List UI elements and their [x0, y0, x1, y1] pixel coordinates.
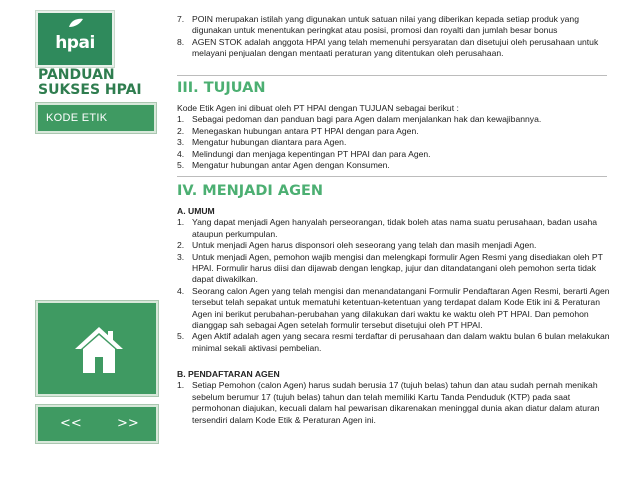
list-item: 2. Menegaskan hubungan antara PT HPAI dengan para Agen.	[177, 125, 419, 136]
hpai-logo	[36, 11, 114, 67]
brand-line-1: PANDUAN	[38, 67, 115, 83]
divider	[177, 75, 607, 76]
prev-page-button[interactable]: <<	[60, 416, 82, 431]
subheading-pendaftaran: B. PENDAFTARAN AGEN	[177, 369, 280, 379]
section-heading-tujuan: III. TUJUAN	[177, 80, 266, 96]
tujuan-intro: Kode Etik Agen ini dibuat oleh PT HPAI dengan TUJUAN sebagai berikut :	[177, 103, 459, 113]
subheading-umum: A. UMUM	[177, 206, 215, 216]
list-item: 2. Untuk menjadi Agen harus disponsori oleh seseorang yang telah dan masih menjadi Agen.	[177, 240, 537, 251]
leaf-icon	[68, 18, 84, 28]
list-item: 1. Sebagai pedoman dan panduan bagi para Agen dalam menjalankan hak dan kewajibannya.	[177, 114, 542, 125]
logo-text: hpai	[55, 33, 95, 53]
list-item: 3. Mengatur hubungan diantara para Agen.	[177, 137, 347, 148]
top-list	[177, 14, 617, 60]
list-item: 8. AGEN STOK adalah anggota HPAI yang telah memenuhi persyaratan dan disetujui oleh perusahaan untuk melayani penjualan dengan mentaati peraturan yang ditentukan oleh perusahaan.	[177, 36, 599, 59]
list-item: 5. Mengatur hubungan antar Agen dengan Konsumen.	[177, 160, 390, 171]
tujuan-section	[177, 103, 617, 171]
umum-section	[177, 206, 617, 354]
list-item: 7. POIN merupakan istilah yang digunakan untuk satuan nilai yang diberikan kepada setiap produk yang digunakan untuk menentukan peringkat atau posisi, promosi dan royalti dan jumlah besar bonus	[177, 14, 579, 36]
divider	[177, 176, 607, 177]
list-item: 5. Agen Aktif adalah agen yang secara resmi terdaftar di perusahaan dan dalam waktu bulan 6 bulan melakukan minimal sekali aktivasi pembelian.	[177, 331, 610, 353]
next-page-button[interactable]: >>	[117, 416, 139, 431]
brand-line-2: SUKSES HPAI	[38, 82, 142, 98]
list-item: 1. Yang dapat menjadi Agen hanyalah perseorangan, tidak boleh atas nama suatu perusahaan, badan usaha ataupun perkumpulan.	[177, 217, 598, 239]
home-icon	[73, 325, 125, 375]
list-item: 4. Seorang calon Agen yang telah mengisi dan menandatangani Formulir Pendaftaran Agen Resmi, berarti Agen tersebut telah sepakat untuk mematuhi ketentuan-ketentuan yang terdapat dalam Kode Etik ini & Peraturan Agen ini berikut perubahan-perubahan yang dilakukan dari waktu ke waktu oleh PT HPAI. Dan pemohon dianggap sah sebagai Agen setelah formulir tersebut disetujui oleh PT HPAI.	[177, 285, 610, 331]
pendaftaran-section	[177, 369, 617, 426]
list-item: 4. Melindungi dan menjaga kepentingan PT HPAI dan para Agen.	[177, 148, 431, 159]
section-heading-menjadi-agen: IV. MENJADI AGEN	[177, 183, 324, 199]
list-item: 1. Setiap Pemohon (calon Agen) harus sudah berusia 17 (tujuh belas) tahun dan atau sudah pernah menikah sebelum berumur 17 (tujuh belas) tahun dan telah memiliki Kartu Tanda Penduduk (KTP) pada saat permohonan diajukan, kecuali dalam hal pewarisan dikarenakan meninggal dunia akan diatur dalam aturan tersendiri dalam Kode Etik & Peraturan Agen ini.	[177, 380, 600, 425]
brand-title	[38, 68, 158, 98]
kode-etik-button[interactable]: KODE ETIK	[36, 103, 156, 133]
list-item: 3. Untuk menjadi Agen, pemohon wajib mengisi dan melengkapi formulir Agen Resmi yang disediakan oleh PT HPAI. Formulir harus diisi dan dijawab dengan lengkap, jujur dan ditandatangani oleh pemohon serta tidak dapat diwakilkan.	[177, 251, 603, 285]
page-navigation	[36, 405, 158, 443]
home-button[interactable]	[36, 301, 158, 396]
